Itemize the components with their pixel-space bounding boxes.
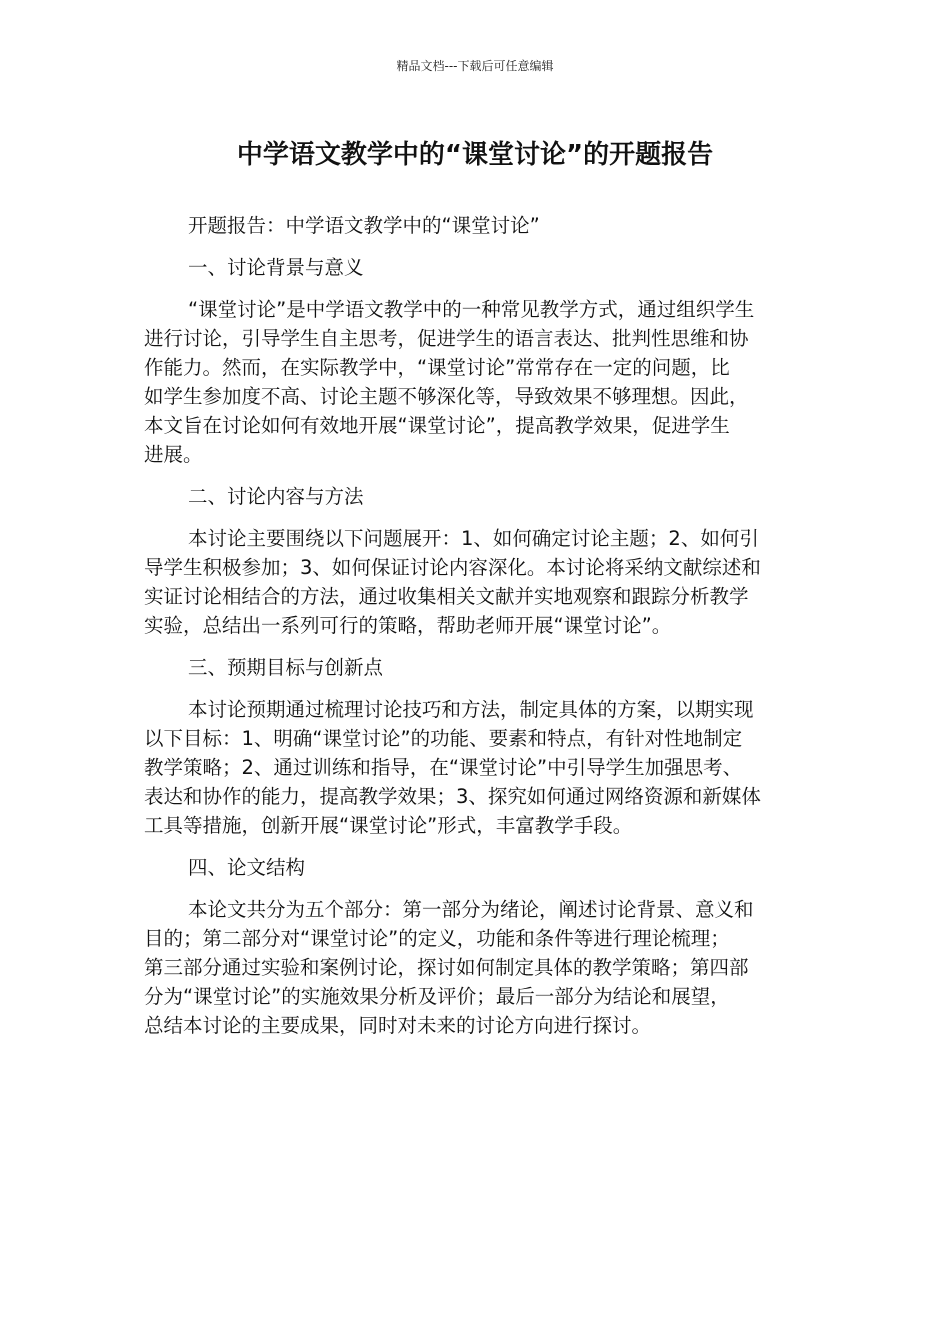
text-line: 四、论文结构 (188, 856, 306, 879)
text-line: “课堂讨论”是中学语文教学中的一种常见教学方式，通过组织学生 (188, 298, 755, 321)
text-line: 实验，总结出一系列可行的策略，帮助老师开展“课堂讨论”。 (144, 614, 672, 637)
text-line: 目的；第二部分对“课堂讨论”的定义，功能和条件等进行理论梳理； (144, 927, 730, 950)
text-line: 本文旨在讨论如何有效地开展“课堂讨论”，提高教学效果，促进学生 (144, 414, 730, 437)
text-line: 总结本讨论的主要成果，同时对未来的讨论方向进行探讨。 (144, 1014, 652, 1037)
text-line: 二、讨论内容与方法 (188, 485, 364, 508)
text-line: 教学策略；2、通过训练和指导，在“课堂讨论”中引导学生加强思考、 (144, 756, 743, 779)
body-paragraph (144, 295, 806, 469)
text-line: 表达和协作的能力，提高教学效果；3、探究如何通过网络资源和新媒体 (144, 785, 761, 808)
section-heading (144, 253, 806, 282)
report-subtitle (144, 211, 806, 240)
text-line: 实证讨论相结合的方法，通过收集相关文献并实地观察和跟踪分析教学 (144, 585, 749, 608)
text-line: 本讨论主要围绕以下问题展开：1、如何确定讨论主题；2、如何引 (188, 527, 759, 550)
text-line: 三、预期目标与创新点 (188, 656, 384, 679)
text-line: 导学生积极参加；3、如何保证讨论内容深化。本讨论将采纳文献综述和 (144, 556, 761, 579)
section-heading (144, 482, 806, 511)
text-line: 进展。 (144, 443, 203, 466)
section-heading (144, 653, 806, 682)
text-line: 分为“课堂讨论”的实施效果分析及评价；最后一部分为结论和展望， (144, 985, 730, 1008)
text-line: 本论文共分为五个部分：第一部分为绪论，阐述讨论背景、意义和 (188, 898, 754, 921)
document-title: 中学语文教学中的“课堂讨论”的开题报告 (236, 140, 714, 170)
text-line: 如学生参加度不高、讨论主题不够深化等，导致效果不够理想。因此， (144, 385, 749, 408)
text-line: 本讨论预期通过梳理讨论技巧和方法，制定具体的方案，以期实现 (188, 698, 754, 721)
text-line: 作能力。然而，在实际教学中，“课堂讨论”常常存在一定的问题，比 (144, 356, 730, 379)
text-line: 工具等措施，创新开展“课堂讨论”形式，丰富教学手段。 (144, 814, 633, 837)
text-line: 以下目标：1、明确“课堂讨论”的功能、要素和特点，有针对性地制定 (144, 727, 743, 750)
body-paragraph (144, 895, 806, 1040)
text-line: 进行讨论，引导学生自主思考，促进学生的语言表达、批判性思维和协 (144, 327, 749, 350)
text-line: 第三部分通过实验和案例讨论，探讨如何制定具体的教学策略；第四部 (144, 956, 749, 979)
body-paragraph (144, 524, 806, 640)
text-line: 开题报告：中学语文教学中的“课堂讨论” (188, 214, 540, 237)
header-note: 精品文档---下载后可任意编辑 (396, 59, 554, 73)
document-body (144, 211, 806, 1040)
section-heading (144, 853, 806, 882)
body-paragraph (144, 695, 806, 840)
text-line: 一、讨论背景与意义 (188, 256, 364, 279)
